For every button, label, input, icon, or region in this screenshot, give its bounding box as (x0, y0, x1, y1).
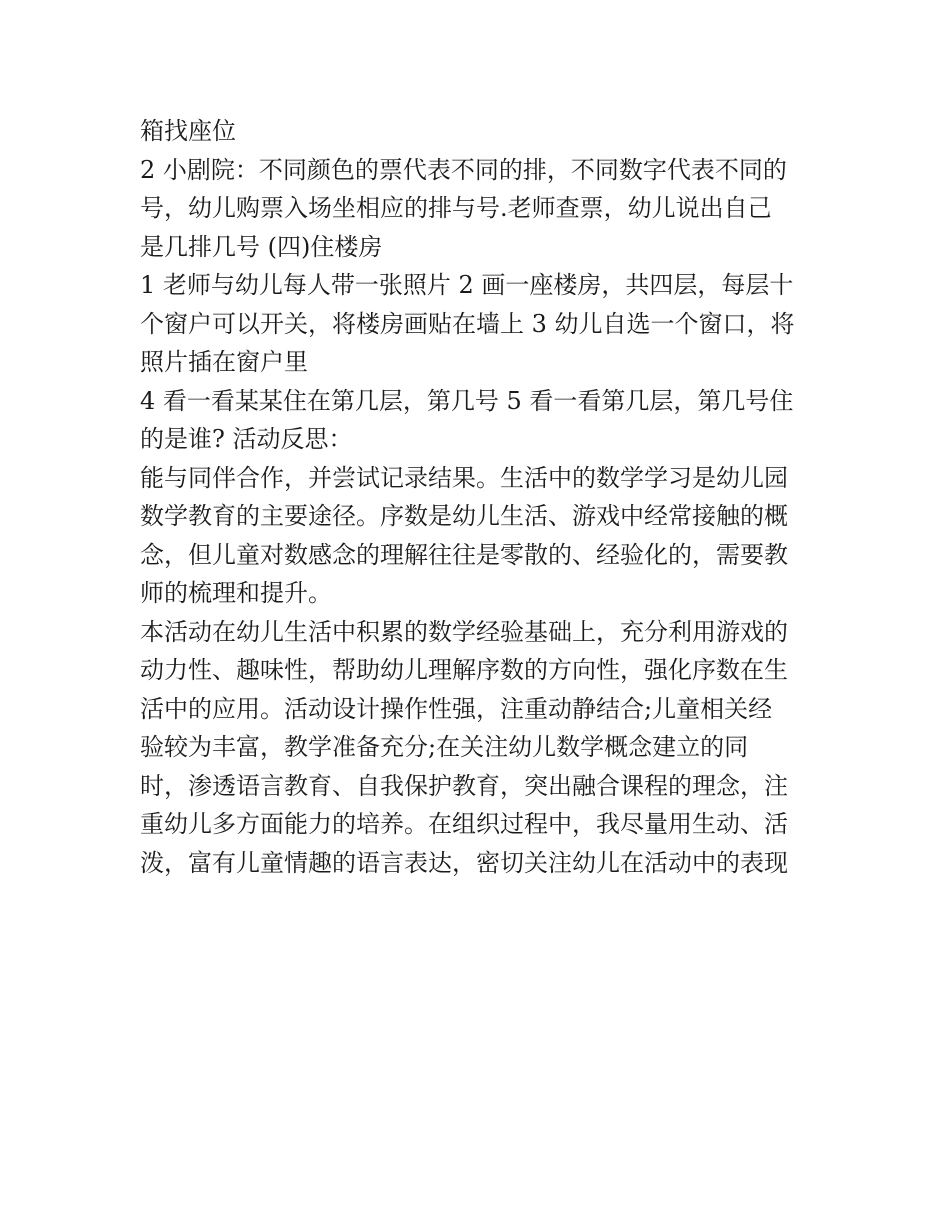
text-line: 箱找座位 (140, 117, 236, 145)
paragraph-6 (140, 613, 816, 883)
text-line: 动力性、趣味性，帮助幼儿理解序数的方向性，强化序数在生 (140, 656, 788, 684)
text-line: 念，但儿童对数感念的理解往往是零散的、经验化的，需要教 (140, 540, 788, 569)
text-line: 照片插在窗户里 (140, 348, 308, 376)
text-line: 重幼儿多方面能力的培养。在组织过程中，我尽量用生动、活 (140, 810, 788, 838)
text-line: 2 小剧院：不同颜色的票代表不同的排，不同数字代表不同的 (140, 155, 787, 184)
text-line: 泼，富有儿童情趣的语言表达，密切关注幼儿在活动中的表现 (140, 848, 788, 877)
text-line: 4 看一看某某住在第几层，第几号 5 看一看第几层，第几号住 (140, 386, 794, 415)
text-line: 是几排几号 (四)住楼房 (140, 232, 383, 261)
document-body (140, 112, 816, 882)
text-line: 师的梳理和提升。 (140, 579, 332, 607)
paragraph-3 (140, 266, 816, 382)
text-line: 号，幼儿购票入场坐相应的排与号.老师查票，幼儿说出自己 (140, 194, 772, 222)
paragraph-1 (140, 112, 816, 151)
text-line: 数学教育的主要途径。序数是幼儿生活、游戏中经常接触的概 (140, 502, 788, 530)
text-line: 活中的应用。活动设计操作性强，注重动静结合;儿童相关经 (140, 694, 773, 723)
paragraph-4 (140, 382, 816, 459)
text-line: 本活动在幼儿生活中积累的数学经验基础上，充分利用游戏的 (140, 617, 788, 646)
text-line: 的是谁? 活动反思： (140, 425, 353, 453)
text-line: 1 老师与幼儿每人带一张照片 2 画一座楼房，共四层，每层十 (140, 271, 794, 299)
text-line: 能与同伴合作，并尝试记录结果。生活中的数学学习是幼儿园 (140, 463, 788, 492)
text-line: 验较为丰富，教学准备充分;在关注幼儿数学概念建立的同 (140, 733, 749, 761)
text-line: 时，渗透语言教育、自我保护教育，突出融合课程的理念，注 (140, 771, 788, 800)
paragraph-2 (140, 151, 816, 267)
paragraph-5 (140, 459, 816, 613)
text-line: 个窗户可以开关，将楼房画贴在墙上 3 幼儿自选一个窗口，将 (140, 309, 795, 338)
